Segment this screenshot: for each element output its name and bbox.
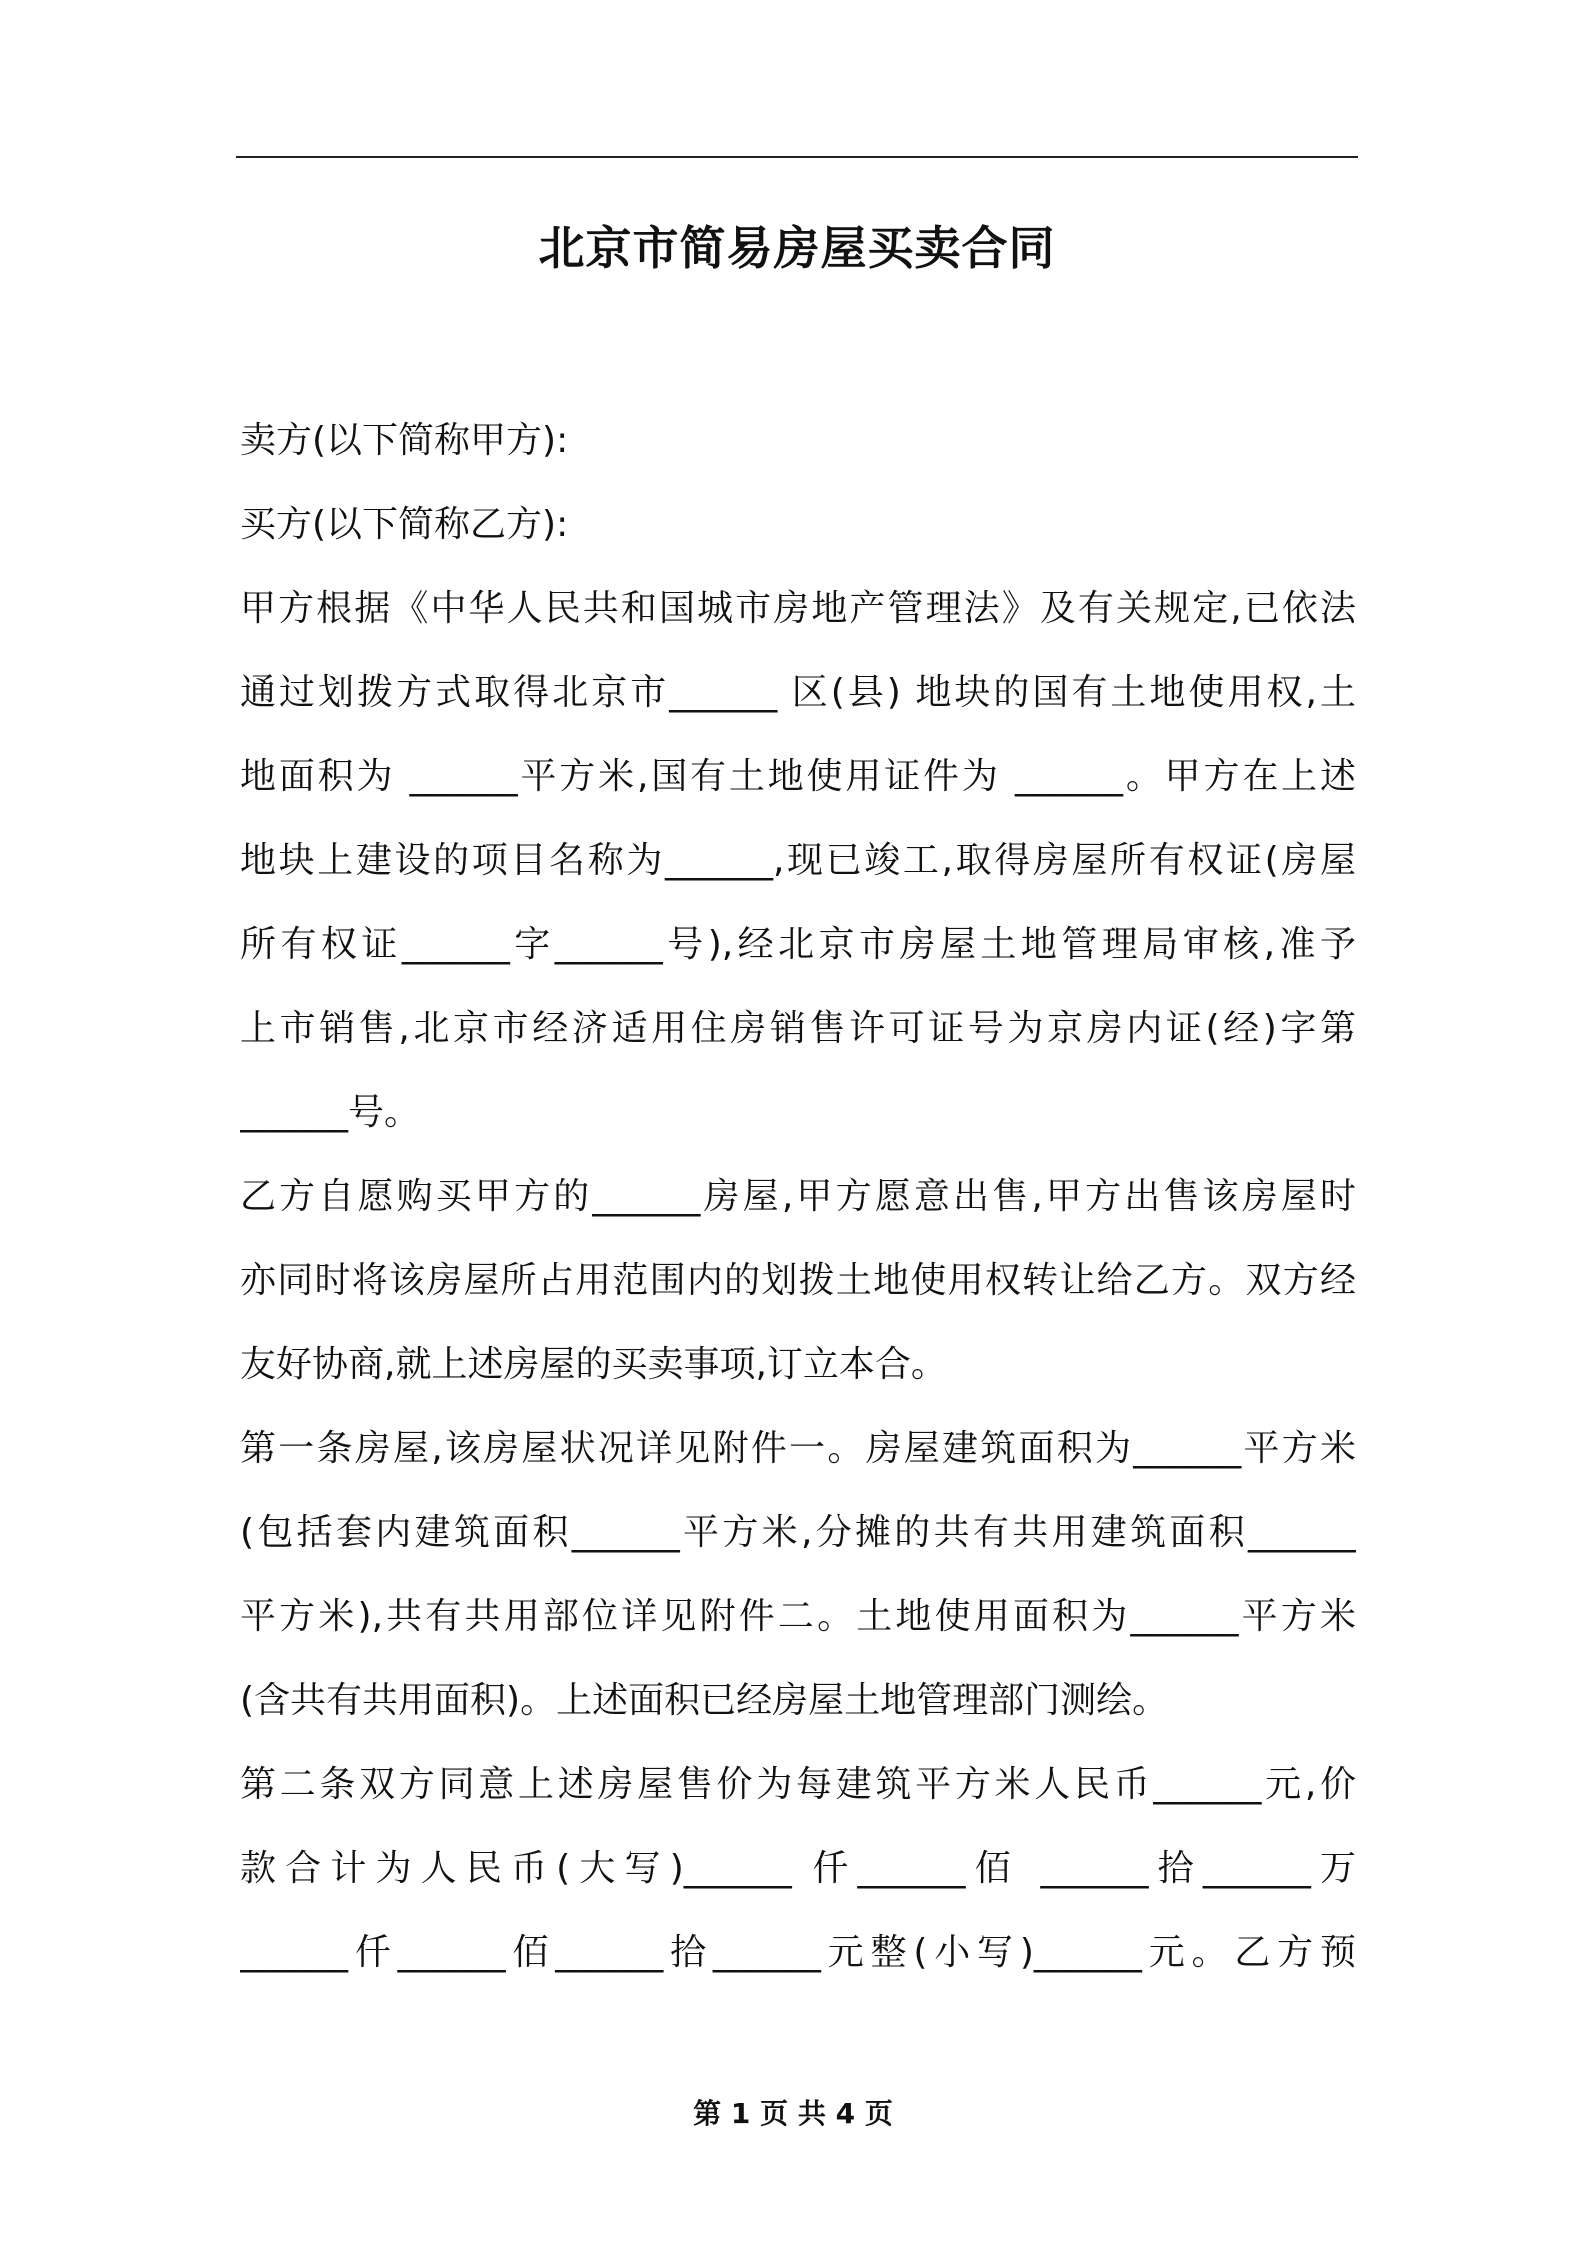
text-line: (包括套内建筑面积______平方米,分摊的共有共用建筑面积______ <box>240 1512 1356 1553</box>
text-line: 平方米),共有共用部位详见附件二。土地使用面积为______平方米 <box>240 1596 1356 1637</box>
header-rule <box>236 156 1358 158</box>
text-line: 地块上建设的项目名称为______,现已竣工,取得房屋所有权证(房屋 <box>240 840 1356 881</box>
text-line: ______仟______佰______拾______元整(小写)______元。乙方预 <box>240 1932 1356 1973</box>
text-line: 款合计为人民币(大写)______ 仟______佰 ______拾______万 <box>240 1848 1356 1889</box>
page-footer: 第 1 页 共 4 页 <box>693 2097 893 2130</box>
text-line: 第二条双方同意上述房屋售价为每建筑平方米人民币______元,价 <box>240 1764 1356 1805</box>
text-line: 买方(以下简称乙方): <box>240 504 569 545</box>
text-line: 地面积为 ______平方米,国有土地使用证件为 ______。甲方在上述 <box>240 756 1356 797</box>
text-line: 亦同时将该房屋所占用范围内的划拨土地使用权转让给乙方。双方经 <box>240 1260 1356 1301</box>
text-line: 乙方自愿购买甲方的______房屋,甲方愿意出售,甲方出售该房屋时 <box>240 1176 1356 1217</box>
document-title: 北京市简易房屋买卖合同 <box>538 221 1056 275</box>
text-line: 卖方(以下简称甲方): <box>240 420 569 461</box>
contract-body <box>240 399 1356 1995</box>
text-line: ______号。 <box>240 1092 421 1133</box>
text-line: 上市销售,北京市经济适用住房销售许可证号为京房内证(经)字第 <box>240 1008 1356 1049</box>
text-line: (含共有共用面积)。上述面积已经房屋土地管理部门测绘。 <box>240 1680 1169 1721</box>
text-line: 第一条房屋,该房屋状况详见附件一。房屋建筑面积为______平方米 <box>240 1428 1356 1469</box>
text-line: 通过划拨方式取得北京市______ 区(县) 地块的国有土地使用权,土 <box>240 672 1356 713</box>
text-line: 所有权证______字______号),经北京市房屋土地管理局审核,准予 <box>240 924 1356 965</box>
text-line: 友好协商,就上述房屋的买卖事项,订立本合。 <box>240 1344 947 1385</box>
text-line: 甲方根据《中华人民共和国城市房地产管理法》及有关规定,已依法 <box>240 588 1356 629</box>
